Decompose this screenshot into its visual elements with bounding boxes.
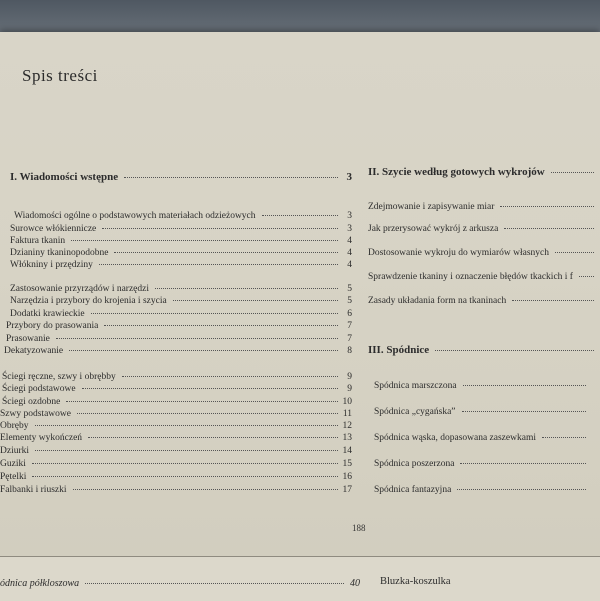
toc-entry-label: Jak przerysować wykrój z arkusza xyxy=(368,224,499,234)
leader-dots xyxy=(173,300,338,301)
toc-entry-label: Zastosowanie przyrządów i narzędzi xyxy=(10,284,150,294)
toc-entry xyxy=(10,296,352,306)
leader-dots xyxy=(551,172,594,173)
toc-entry-label: Dzianiny tkaninopodobne xyxy=(10,248,109,258)
leader-dots xyxy=(124,177,338,178)
toc-entry-label: Pętelki xyxy=(0,472,27,482)
toc-entry-label: Sprawdzenie tkaniny i oznaczenie błędów tkackich i f xyxy=(368,272,573,282)
toc-entry-label: Dostosowanie wykroju do wymiarów własnych xyxy=(368,248,550,258)
toc-entry-label: Włókniny i przędziny xyxy=(10,260,93,270)
toc-entry-page: 8 xyxy=(347,346,352,356)
toc-entry xyxy=(4,346,352,356)
toc-entry-label: Spódnica wąska, dopasowana zaszewkami xyxy=(374,433,536,443)
toc-entry xyxy=(0,433,352,443)
leader-dots xyxy=(500,206,594,207)
toc-entry xyxy=(10,284,352,294)
toc-entry-label: Ściegi ozdobne xyxy=(2,397,61,407)
leader-dots xyxy=(542,437,586,438)
toc-entry-page: 12 xyxy=(342,421,352,431)
leader-dots xyxy=(77,413,338,414)
toc-entry xyxy=(6,334,352,344)
toc-entry xyxy=(368,272,600,282)
toc-entry xyxy=(368,296,600,306)
page-title: Spis treści xyxy=(22,66,98,85)
toc-entry-label: Spódnica „cygańska” xyxy=(374,407,456,417)
toc-entry-page: 17 xyxy=(342,485,352,495)
toc-entry-label: Spódnica fantazyjna xyxy=(374,485,452,495)
toc-entry-page: 4 xyxy=(347,260,352,270)
toc-entry-page: 5 xyxy=(347,296,352,306)
next-page-entry-label: ódnica półkloszowa xyxy=(0,578,80,589)
toc-entry xyxy=(6,321,352,331)
leader-dots xyxy=(35,450,338,451)
toc-entry-page: 5 xyxy=(347,284,352,294)
toc-entry-page: 14 xyxy=(342,446,352,456)
toc-entry-label: Zdejmowanie i zapisywanie miar xyxy=(368,202,495,212)
leader-dots xyxy=(99,264,338,265)
toc-entry xyxy=(368,202,600,212)
toc-entry xyxy=(0,459,352,469)
toc-entry xyxy=(2,397,352,407)
toc-entry-page: 3 xyxy=(347,224,352,234)
leader-dots xyxy=(32,463,338,464)
toc-entry xyxy=(374,433,600,443)
leader-dots xyxy=(66,401,338,402)
toc-entry-label: Spódnica marszczona xyxy=(374,381,457,391)
toc-entry-label: Guziki xyxy=(0,459,26,469)
leader-dots xyxy=(56,338,338,339)
toc-entry-label: Ściegi ręczne, szwy i obrębby xyxy=(2,372,116,382)
toc-entry-page: 9 xyxy=(347,372,352,382)
toc-entry xyxy=(368,166,600,178)
toc-entry xyxy=(368,344,600,356)
toc-entry-label: I. Wiadomości wstępne xyxy=(10,171,119,183)
toc-entry xyxy=(374,459,600,469)
leader-dots xyxy=(512,300,594,301)
page-number: 188 xyxy=(352,523,366,533)
leader-dots xyxy=(155,288,338,289)
toc-entry-label: Obręby xyxy=(0,421,29,431)
leader-dots xyxy=(435,350,594,351)
leader-dots xyxy=(579,276,594,277)
toc-entry xyxy=(10,236,352,246)
leader-dots xyxy=(122,376,338,377)
leader-dots xyxy=(457,489,586,490)
toc-entry-label: Wiadomości ogólne o podstawowych materiałach odzieżowych xyxy=(14,211,256,221)
leader-dots xyxy=(104,325,338,326)
toc-entry xyxy=(10,309,352,319)
toc-entry-page: 13 xyxy=(342,433,352,443)
leader-dots xyxy=(82,388,338,389)
leader-dots xyxy=(463,385,586,386)
toc-entry-page: 10 xyxy=(342,397,352,407)
toc-entry xyxy=(10,260,352,270)
toc-entry xyxy=(0,485,352,495)
toc-entry-page: 7 xyxy=(347,321,352,331)
toc-entry xyxy=(374,381,600,391)
toc-entry xyxy=(374,407,600,417)
toc-entry-label: Narzędzia i przybory do krojenia i szycia xyxy=(10,296,167,306)
toc-entry-page: 11 xyxy=(342,409,352,419)
leader-dots xyxy=(462,411,586,412)
toc-entry-page: 3 xyxy=(346,171,352,183)
toc-entry-label: II. Szycie według gotowych wykrojów xyxy=(368,166,545,178)
toc-entry-page: 15 xyxy=(342,459,352,469)
next-page-entry-right: Bluzka-koszulka xyxy=(380,576,451,587)
toc-entry-label: Falbanki i riuszki xyxy=(0,485,67,495)
leader-dots xyxy=(69,350,338,351)
leader-dots xyxy=(262,215,338,216)
toc-entry xyxy=(10,171,352,183)
toc-entry-label: Elementy wykończeń xyxy=(0,433,83,443)
toc-entry-page: 6 xyxy=(347,309,352,319)
toc-entry-label: Dodatki krawieckie xyxy=(10,309,85,319)
leader-dots xyxy=(35,425,339,426)
toc-entry xyxy=(2,372,352,382)
toc-entry xyxy=(0,472,352,482)
toc-entry-label: Spódnica poszerzona xyxy=(374,459,455,469)
toc-entry-page: 3 xyxy=(347,211,352,221)
toc-entry-label: Zasady układania form na tkaninach xyxy=(368,296,507,306)
toc-entry-label: Faktura tkanin xyxy=(10,236,66,246)
leader-dots xyxy=(504,228,594,229)
toc-entry xyxy=(14,211,352,221)
toc-entry-page: 7 xyxy=(347,334,352,344)
toc-entry-page: 4 xyxy=(347,248,352,258)
toc-entry xyxy=(10,248,352,258)
toc-entry-label: Szwy podstawowe xyxy=(0,409,71,419)
leader-dots xyxy=(32,476,338,477)
toc-entry xyxy=(10,224,352,234)
leader-dots xyxy=(73,489,339,490)
toc-entry-label: Ściegi podstawowe xyxy=(2,384,76,394)
toc-entry-label: Dekatyzowanie xyxy=(4,346,64,356)
toc-entry-label: Dziurki xyxy=(0,446,30,456)
leader-dots xyxy=(460,463,586,464)
leader-dots xyxy=(88,437,338,438)
toc-entry-label: Surowce włókiennicze xyxy=(10,224,97,234)
leader-dots xyxy=(114,252,338,253)
toc-entry-label: III. Spódnice xyxy=(368,344,430,356)
toc-entry-page: 4 xyxy=(347,236,352,246)
leader-dots xyxy=(71,240,338,241)
next-page-entry xyxy=(0,578,360,589)
leader-dots xyxy=(102,228,338,229)
toc-entry xyxy=(0,421,352,431)
toc-entry xyxy=(368,224,600,234)
leader-dots xyxy=(555,252,594,253)
toc-entry-page: 16 xyxy=(342,472,352,482)
toc-entry xyxy=(0,409,352,419)
toc-entry xyxy=(2,384,352,394)
toc-entry-label: Przybory do prasowania xyxy=(6,321,99,331)
toc-entry xyxy=(368,248,600,258)
toc-entry xyxy=(374,485,600,495)
toc-entry-label: Prasowanie xyxy=(6,334,50,344)
leader-dots xyxy=(85,583,344,584)
toc-entry xyxy=(0,446,352,456)
next-page-entry-page: 40 xyxy=(350,578,360,589)
leader-dots xyxy=(91,313,338,314)
toc-entry-page: 9 xyxy=(347,384,352,394)
